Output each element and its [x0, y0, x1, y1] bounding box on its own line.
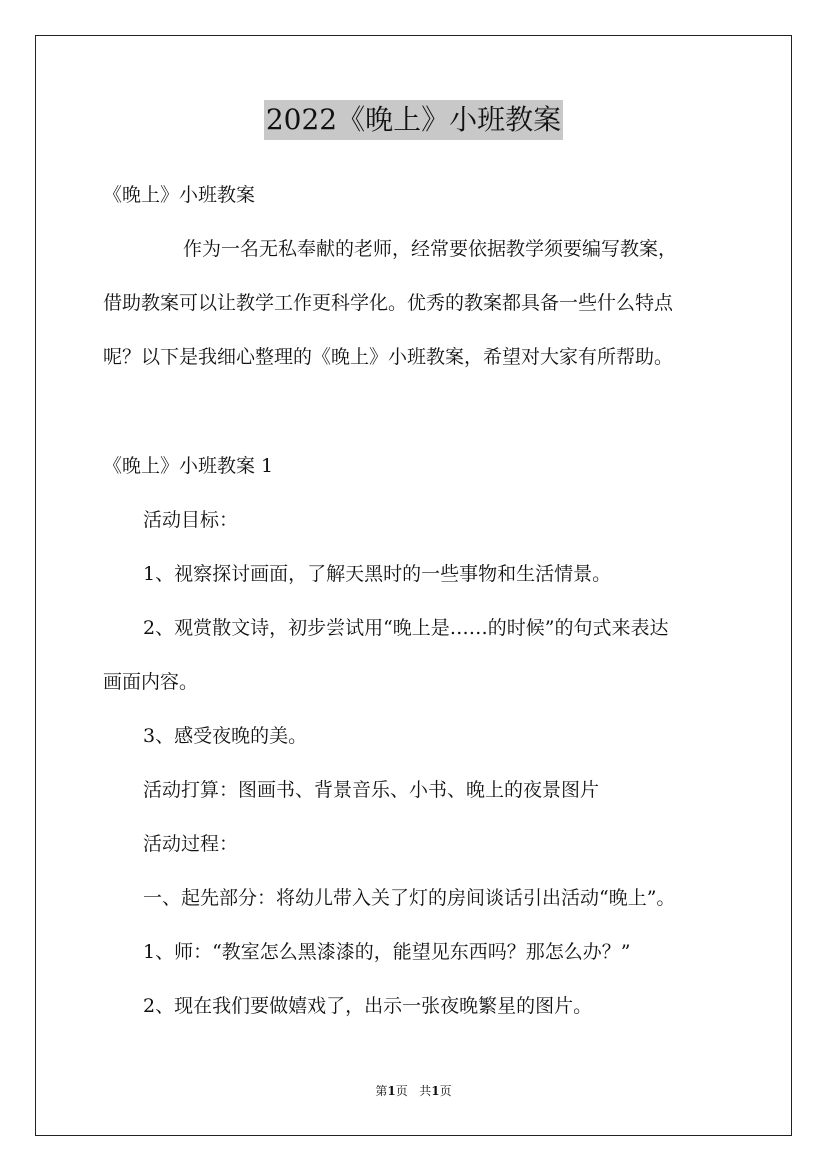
- body-line: 2、观赏散文诗，初步尝试用“晚上是……的时候”的句式来表达: [143, 617, 669, 639]
- body-line: 一、起先部分：将幼儿带入关了灯的房间谈话引出活动“晚上”。: [143, 887, 676, 909]
- intro-line-3: 呢？以下是我细心整理的《晚上》小班教案，希望对大家有所帮助。: [103, 346, 674, 368]
- footer-total-suffix: 页: [439, 1084, 452, 1098]
- body-line: 活动过程：: [143, 833, 239, 855]
- document-subtitle: 《晚上》小班教案: [103, 184, 256, 206]
- body-line: 活动打算：图画书、背景音乐、小书、晚上的夜景图片: [143, 779, 600, 801]
- body-line: 画面内容。: [103, 671, 199, 693]
- body-line: 1、师：“教室怎么黑漆漆的，能望见东西吗？那怎么办？”: [143, 941, 631, 963]
- footer-total-number: 1: [431, 1084, 440, 1098]
- footer-total-prefix: 共: [419, 1084, 432, 1098]
- body-line: 2、现在我们要做嬉戏了，出示一张夜晚繁星的图片。: [143, 995, 593, 1017]
- footer-page-prefix: 第: [375, 1084, 388, 1098]
- footer-page-number: 1: [387, 1084, 396, 1098]
- body-line: 3、感受夜晚的美。: [143, 725, 308, 747]
- title-container: [0, 100, 827, 140]
- intro-line-2: 借助教案可以让教学工作更科学化。优秀的教案都具备一些什么特点: [103, 292, 674, 314]
- footer-page-suffix: 页: [395, 1084, 408, 1098]
- section-heading: 《晚上》小班教案 1: [103, 455, 274, 477]
- document-title: 2022《晚上》小班教案: [264, 100, 563, 140]
- body-line: 1、视察探讨画面，了解天黑时的一些事物和生活情景。: [143, 563, 612, 585]
- page-footer: [0, 1083, 827, 1099]
- intro-line-1: 作为一名无私奉献的老师，经常要依据教学须要编写教案，: [183, 238, 678, 260]
- body-line: 活动目标：: [143, 509, 239, 531]
